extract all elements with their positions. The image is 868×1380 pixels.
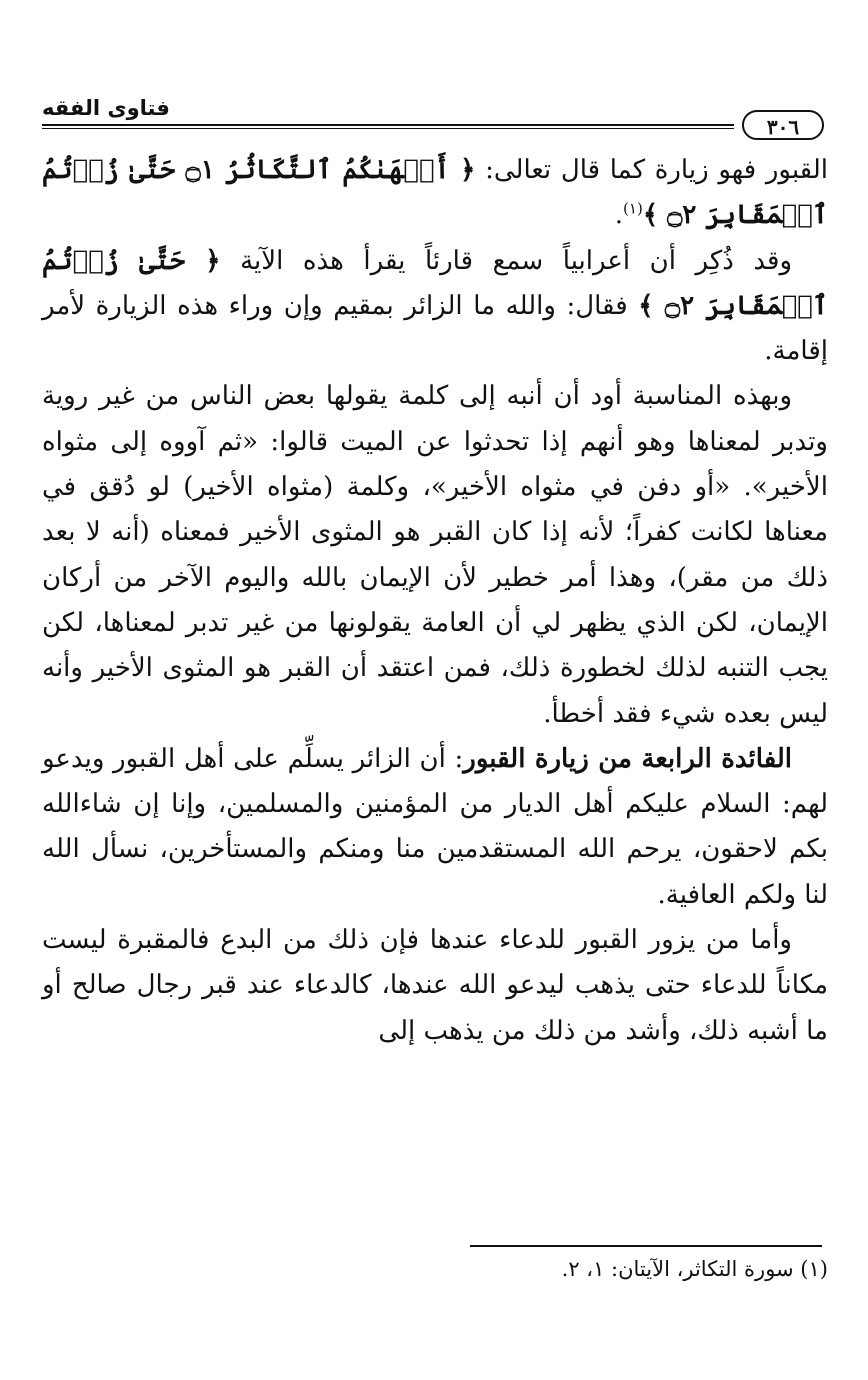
section-heading: الفائدة الرابعة من زيارة القبور: [463, 743, 792, 774]
page-header: [42, 96, 828, 140]
paragraph-2-text: وقد ذُكِر أن أعرابياً سمع قارئاً يقرأ هذه الآية: [220, 245, 793, 276]
footnote: (١) سورة التكاثر، الآيتان: ١، ٢.: [561, 1257, 828, 1281]
paragraph-2: [42, 239, 828, 375]
paragraph-1: [42, 148, 828, 239]
paragraph-3: وبهذه المناسبة أود أن أنبه إلى كلمة يقولها بعض الناس من غير روية وتدبر لمعناها وهو أنهم إذا تحدثوا عن الميت قالوا: «ثم آووه إلى مثواه الأخير». «أو دفن في مثواه الأخير»، وكلمة (مثواه الأخير) لو دُقق في معناها لكانت كفراً؛ لأنه إذا كان القبر هو المثوى الأخير فمعناه (أنه لا بعد ذلك من مقر)، وهذا أمر خطير لأن الإيمان بالله واليوم الآخر من أركان الإيمان، لكن الذي يظهر لي أن العامة يقولونها من غير تدبر لمعناها، لكن يجب التنبه لذلك لخطورة ذلك، فمن اعتقد أن القبر هو المثوى الأخير وأنه ليس بعده شيء فقد أخطأ.: [42, 381, 828, 729]
paragraph-4-text: : أن الزائر يسلِّم على أهل القبور ويدعو لهم: السلام عليكم أهل الديار من المؤمنين والمسلمين، وإنا إن شاءالله بكم لاحقون، يرحم الله المستقدمين منا ومنكم والمستأخرين، نسأل الله لنا ولكم العافية.: [42, 743, 828, 910]
paragraph-5: وأما من يزور القبور للدعاء عندها فإن ذلك من البدع فالمقبرة ليست مكاناً للدعاء حتى يذهب ليدعو الله عندها، كالدعاء عند قبر رجال صالح أو ما أشبه ذلك، وأشد من ذلك من يذهب إلى: [42, 925, 828, 1046]
main-text: [42, 148, 828, 1054]
page-number: ٣٠٦: [742, 110, 824, 140]
header-rule: [42, 124, 734, 129]
paragraph-1-end: .: [614, 200, 624, 231]
quran-verse: ﴿ حَتَّىٰ زُرۡتُمُ ٱلۡمَقَابِرَ ۝٢ ﴾: [42, 245, 829, 321]
footnote-ref[interactable]: (١): [623, 199, 643, 218]
book-title: فتاوى الفقه: [42, 96, 170, 120]
paragraph-4: [42, 737, 828, 918]
footnote-rule: [470, 1245, 822, 1247]
quran-verse: ﴿ أَلۡهَىٰكُمُ ٱلتَّكَاثُرُ ۝١ حَتَّىٰ زُرۡتُمُ ٱلۡمَقَابِرَ ۝٢ ﴾: [42, 155, 828, 231]
paragraph-2-end: فقال: والله ما الزائر بمقيم وإن وراء هذه الزيارة لأمر إقامة.: [42, 290, 828, 367]
paragraph-1-text: القبور فهو زيارة كما قال تعالى:: [475, 155, 828, 185]
